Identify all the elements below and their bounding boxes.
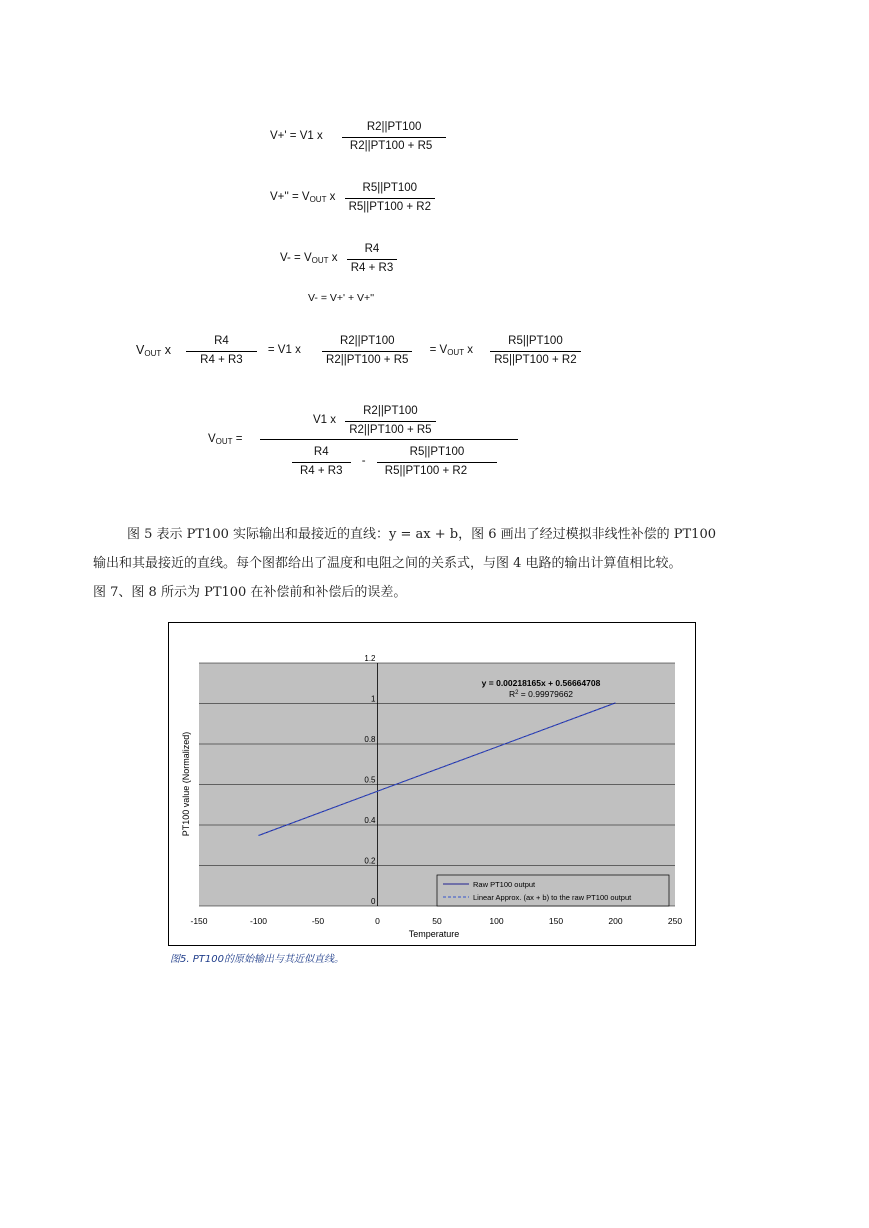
eq5-fraction-1 — [186, 336, 257, 366]
eq2-denominator: R5||PT100 + R2 — [345, 198, 435, 214]
y-tick-label: 0.5 — [364, 775, 376, 785]
equation-vout-solution — [208, 404, 528, 486]
eq5-v-sub: OUT — [144, 349, 162, 358]
chart-frame — [168, 622, 696, 946]
x-tick-label: -150 — [190, 916, 208, 926]
eq2-lhs-pre: V+'' = V — [270, 191, 310, 203]
eq5-eq-vout-sub: OUT — [447, 348, 465, 357]
eq5-v-post: x — [161, 343, 171, 357]
x-axis-label: Temperature — [408, 929, 460, 939]
legend-label-raw: Raw PT100 output — [473, 880, 536, 889]
x-tick-label: 150 — [548, 916, 564, 926]
pt100-chart — [169, 623, 695, 945]
x-tick-label: 250 — [667, 916, 683, 926]
eq2-lhs-post: x — [326, 191, 336, 203]
eq5-f3-numerator: R5||PT100 — [508, 335, 563, 347]
y-tick-label: 0 — [371, 897, 376, 906]
eq6-top-numerator: R2||PT100 — [363, 405, 418, 417]
eq6-top-lhs: V1 x — [313, 414, 337, 427]
eq5-fraction-3 — [490, 336, 580, 366]
y-axis-label: PT100 value (Normalized) — [181, 731, 191, 837]
x-tick-label: 50 — [432, 916, 442, 926]
eq2-numerator: R5||PT100 — [362, 182, 418, 194]
x-tick-label: -100 — [249, 916, 268, 926]
eq6-main-fraction-bar — [260, 439, 518, 440]
y-tick-label: 0.2 — [364, 856, 376, 866]
eq6-v-post: = — [232, 433, 243, 445]
eq5-f1-denominator: R4 + R3 — [186, 351, 257, 367]
eq3-lhs-pre: V- = V — [280, 252, 312, 264]
paragraph-line-1: 图 5 表示 PT100 实际输出和最接近的直线：y = ax + b，图 6 画出了经过模拟非线性补偿的 PT100 — [127, 527, 716, 542]
eq2-lhs-sub: OUT — [309, 195, 327, 204]
eq5-f2-numerator: R2||PT100 — [339, 335, 395, 347]
x-tick-label: 100 — [489, 916, 504, 926]
body-paragraph — [93, 520, 783, 607]
eq5-eq-vout-post: x — [464, 344, 474, 356]
eq5-eq-vout-pre: = V — [429, 344, 448, 356]
annotation-r-squared: $R^2 = 0.99979662$ — [508, 689, 574, 699]
eq6-minus: - — [361, 455, 366, 468]
annotation-equation: y = 0.00218165x + 0.56664708 — [481, 678, 601, 688]
eq3-fraction — [347, 244, 398, 274]
equation-v-minus — [280, 244, 397, 274]
x-tick-label: 200 — [608, 916, 623, 926]
y-tick-label: 1.2 — [364, 654, 376, 663]
equation-v-plus-prime — [270, 122, 446, 152]
eq6-b2-denominator: R5||PT100 + R2 — [377, 462, 497, 478]
eq3-numerator: R4 — [364, 243, 380, 255]
legend-label-linear: Linear Approx. (ax + b) to the raw PT100 output — [473, 893, 632, 902]
eq6-top-fraction — [345, 406, 435, 436]
eq6-v-pre: V — [208, 433, 216, 445]
eq1-numerator: R2||PT100 — [366, 121, 422, 133]
legend — [437, 875, 669, 906]
equation-balance — [136, 336, 581, 366]
eq6-bottom-fraction-2 — [377, 447, 497, 477]
eq6-bottom-fraction-1 — [292, 447, 351, 477]
y-tick-label: 0.4 — [364, 816, 376, 825]
paragraph-line-3: 图 7、图 8 所示为 PT100 在补偿前和补偿后的误差。 — [93, 585, 407, 600]
eq6-b1-numerator: R4 — [313, 446, 329, 458]
eq6-b2-numerator: R5||PT100 — [409, 446, 465, 458]
eq5-fraction-2 — [322, 336, 412, 366]
eq3-lhs-post: x — [328, 252, 338, 264]
eq6-b1-denominator: R4 + R3 — [292, 462, 351, 478]
eq5-f2-denominator: R2||PT100 + R5 — [322, 351, 412, 367]
eq5-f1-numerator: R4 — [214, 335, 229, 347]
y-tick-label: 1 — [371, 694, 376, 704]
eq5-f3-denominator: R5||PT100 + R2 — [490, 351, 580, 367]
eq5-v-pre: V — [136, 343, 145, 357]
equation-v-plus-double-prime — [270, 183, 435, 213]
eq3-lhs-sub: OUT — [311, 256, 329, 265]
x-tick-label: -50 — [311, 916, 325, 926]
eq6-v-sub: OUT — [215, 437, 233, 446]
figure-caption: 图5. PT100的原始输出与其近似直线。 — [170, 954, 344, 965]
eq5-eq-v1: = V1 x — [267, 344, 301, 357]
eq4-text: V- = V+' + V+'' — [308, 292, 375, 304]
y-tick-label: 0.8 — [364, 735, 376, 744]
eq2-fraction — [345, 183, 435, 213]
eq1-fraction — [342, 122, 446, 152]
paragraph-line-2: 输出和其最接近的直线。每个图都给出了温度和电阻之间的关系式，与图 4 电路的输出计算值相比较。 — [93, 556, 682, 571]
x-tick-label: 0 — [375, 916, 380, 926]
eq1-denominator: R2||PT100 + R5 — [342, 137, 446, 153]
eq6-top-denominator: R2||PT100 + R5 — [345, 421, 435, 437]
eq3-denominator: R4 + R3 — [347, 259, 398, 275]
equation-v-minus-sum — [308, 293, 374, 304]
eq1-lhs: V+' = V1 x — [270, 130, 323, 143]
